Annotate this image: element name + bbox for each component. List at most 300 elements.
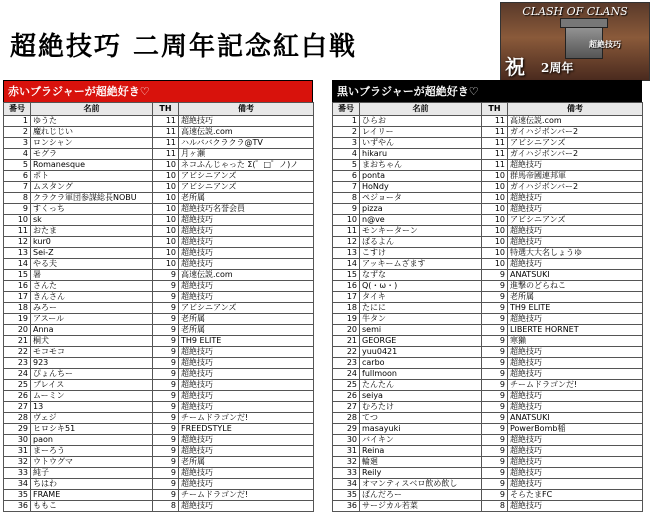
cell-no: 21 xyxy=(4,336,31,347)
cell-no: 33 xyxy=(333,468,360,479)
cell-no: 29 xyxy=(333,424,360,435)
cell-no: 35 xyxy=(333,490,360,501)
table-row xyxy=(4,138,314,149)
cell-th: 9 xyxy=(153,347,179,358)
table-row xyxy=(4,501,314,512)
cell-no: 27 xyxy=(4,402,31,413)
cell-note: 超絶技巧 xyxy=(508,402,643,413)
cell-th: 10 xyxy=(153,171,179,182)
cell-no: 26 xyxy=(4,391,31,402)
cell-name: みろー xyxy=(31,303,153,314)
table-row xyxy=(333,248,643,259)
table-row xyxy=(333,116,643,127)
cell-note: 超絶技巧 xyxy=(508,347,643,358)
cell-no: 28 xyxy=(4,413,31,424)
cell-no: 12 xyxy=(4,237,31,248)
cell-note: 超絶技巧 xyxy=(179,226,314,237)
cell-note: 超絶技巧 xyxy=(179,292,314,303)
cell-th: 9 xyxy=(153,292,179,303)
cell-note: アビシニアンズ xyxy=(508,215,643,226)
cell-no: 7 xyxy=(4,182,31,193)
cell-th: 10 xyxy=(153,248,179,259)
table-row xyxy=(333,314,643,325)
table-row xyxy=(4,468,314,479)
cell-note: 老所属 xyxy=(179,457,314,468)
cell-note: ガイハジボンバー2 xyxy=(508,127,643,138)
cell-no: 9 xyxy=(333,204,360,215)
cell-no: 36 xyxy=(4,501,31,512)
cell-name: ひらお xyxy=(360,116,482,127)
cell-name: こすけ xyxy=(360,248,482,259)
cell-note: 超絶技巧 xyxy=(179,358,314,369)
cell-note: 月ヶ瀬 xyxy=(179,149,314,160)
cell-th: 11 xyxy=(153,138,179,149)
logo-anniversary: 2周年 xyxy=(541,61,574,75)
table-row xyxy=(4,347,314,358)
cell-th: 10 xyxy=(482,182,508,193)
table-row xyxy=(333,369,643,380)
cell-no: 8 xyxy=(4,193,31,204)
cell-th: 9 xyxy=(153,380,179,391)
cell-name: まおちゃん xyxy=(360,160,482,171)
cell-note: ANATSUKI xyxy=(508,413,643,424)
cell-no: 34 xyxy=(4,479,31,490)
table-row xyxy=(4,413,314,424)
table-row xyxy=(4,435,314,446)
cell-no: 32 xyxy=(4,457,31,468)
cell-th: 9 xyxy=(153,325,179,336)
cell-no: 3 xyxy=(4,138,31,149)
cell-note: PowerBomb稲 xyxy=(508,424,643,435)
cell-name: ももこ xyxy=(31,501,153,512)
cell-name: yuu0421 xyxy=(360,347,482,358)
table-row xyxy=(333,413,643,424)
red-team-table xyxy=(3,102,314,512)
table-row xyxy=(4,369,314,380)
cell-name: ゆうた xyxy=(31,116,153,127)
header-no: 番号 xyxy=(4,103,31,116)
cell-note: 超絶技巧 xyxy=(179,215,314,226)
table-row xyxy=(333,215,643,226)
cell-no: 1 xyxy=(333,116,360,127)
cell-name: ペジョータ xyxy=(360,193,482,204)
cell-note: 超絶技巧 xyxy=(179,259,314,270)
cell-no: 19 xyxy=(4,314,31,325)
cell-th: 9 xyxy=(153,479,179,490)
cell-name: やる夫 xyxy=(31,259,153,270)
red-team-rows xyxy=(4,116,314,512)
cell-th: 11 xyxy=(153,127,179,138)
table-row xyxy=(333,138,643,149)
cell-name: たにに xyxy=(360,303,482,314)
cell-name: 桐犬 xyxy=(31,336,153,347)
cell-no: 35 xyxy=(4,490,31,501)
cell-th: 9 xyxy=(482,402,508,413)
cell-th: 9 xyxy=(482,358,508,369)
cell-note: 超絶技巧 xyxy=(179,391,314,402)
cell-note: 超絶技巧 xyxy=(179,402,314,413)
cell-name: 純子 xyxy=(31,468,153,479)
cell-note: 特選大大名しょうゆ xyxy=(508,248,643,259)
cell-note: 超絶技巧 xyxy=(508,259,643,270)
cell-note: LIBERTE HORNET xyxy=(508,325,643,336)
cell-name: たんたん xyxy=(360,380,482,391)
cell-note: 超絶技巧 xyxy=(508,314,643,325)
cell-th: 9 xyxy=(153,424,179,435)
table-row xyxy=(4,259,314,270)
table-row xyxy=(4,424,314,435)
cell-th: 10 xyxy=(153,204,179,215)
cell-no: 16 xyxy=(4,281,31,292)
cell-note: ガイハジボンバー2 xyxy=(508,182,643,193)
cell-no: 10 xyxy=(333,215,360,226)
table-row xyxy=(4,303,314,314)
cell-note: 超絶技巧 xyxy=(508,457,643,468)
cell-no: 25 xyxy=(333,380,360,391)
cell-th: 10 xyxy=(482,259,508,270)
cell-th: 9 xyxy=(482,457,508,468)
cell-th: 10 xyxy=(482,248,508,259)
cell-th: 10 xyxy=(482,237,508,248)
cell-note: 進撃のどらねこ xyxy=(508,281,643,292)
logo-iwai: 祝 xyxy=(505,55,525,79)
table-row xyxy=(4,127,314,138)
cell-name: ぱるよん xyxy=(360,237,482,248)
red-team-panel xyxy=(3,80,313,512)
cell-no: 22 xyxy=(4,347,31,358)
table-row xyxy=(4,336,314,347)
cell-th: 9 xyxy=(482,490,508,501)
cell-no: 27 xyxy=(333,402,360,413)
cell-name: すくっち xyxy=(31,204,153,215)
cell-no: 30 xyxy=(4,435,31,446)
cell-no: 23 xyxy=(4,358,31,369)
cell-th: 9 xyxy=(153,369,179,380)
table-row xyxy=(4,457,314,468)
table-row xyxy=(4,281,314,292)
table-header-row xyxy=(4,103,314,116)
header-name: 名前 xyxy=(31,103,153,116)
cell-th: 10 xyxy=(482,204,508,215)
table-row xyxy=(333,490,643,501)
cell-th: 10 xyxy=(482,226,508,237)
cell-name: クラクラ軍団参謀総長NOBU xyxy=(31,193,153,204)
cell-th: 8 xyxy=(482,501,508,512)
cell-th: 9 xyxy=(482,369,508,380)
cell-name: いずやん xyxy=(360,138,482,149)
cell-note: アビシニアンズ xyxy=(179,303,314,314)
cell-th: 9 xyxy=(153,446,179,457)
table-row xyxy=(333,226,643,237)
cell-note: TH9 ELITE xyxy=(179,336,314,347)
cell-name: サージカル若菜 xyxy=(360,501,482,512)
cell-note: 超絶技巧 xyxy=(179,347,314,358)
table-row xyxy=(4,314,314,325)
cell-name: Q(・ω・) xyxy=(360,281,482,292)
table-row xyxy=(4,270,314,281)
cell-name: モンキーターン xyxy=(360,226,482,237)
table-row xyxy=(4,116,314,127)
cell-no: 11 xyxy=(4,226,31,237)
cell-no: 6 xyxy=(333,171,360,182)
table-row xyxy=(4,215,314,226)
cell-name: seiya xyxy=(360,391,482,402)
cell-name: レイリー xyxy=(360,127,482,138)
cell-no: 8 xyxy=(333,193,360,204)
cell-name: ブレイス xyxy=(31,380,153,391)
cell-name: アッキームざます xyxy=(360,259,482,270)
cell-th: 9 xyxy=(482,325,508,336)
cell-th: 9 xyxy=(482,281,508,292)
table-row xyxy=(333,435,643,446)
cell-note: 超絶技巧 xyxy=(179,479,314,490)
cell-note: 超絶技巧 xyxy=(179,116,314,127)
cell-note: ネコふんじゃった Σ(゜□゜ノ)ノ xyxy=(179,160,314,171)
cell-name: Reily xyxy=(360,468,482,479)
table-row xyxy=(4,479,314,490)
clan-logo xyxy=(500,2,650,81)
cell-note: 超絶技巧 xyxy=(508,391,643,402)
black-team-rows xyxy=(333,116,643,512)
table-row xyxy=(333,479,643,490)
cell-no: 22 xyxy=(333,347,360,358)
cell-name: masayuki xyxy=(360,424,482,435)
cell-name: モコモコ xyxy=(31,347,153,358)
cell-no: 30 xyxy=(333,435,360,446)
table-row xyxy=(333,424,643,435)
cell-note: 超絶技巧 xyxy=(179,281,314,292)
cell-no: 28 xyxy=(333,413,360,424)
cell-th: 9 xyxy=(482,314,508,325)
cell-no: 5 xyxy=(333,160,360,171)
cell-name: kur0 xyxy=(31,237,153,248)
logo-brand: CLASH OF CLANS xyxy=(522,5,628,18)
cell-name: アスール xyxy=(31,314,153,325)
cell-no: 13 xyxy=(333,248,360,259)
cell-th: 10 xyxy=(482,215,508,226)
cell-note: 高速伝説.com xyxy=(179,270,314,281)
table-row xyxy=(333,391,643,402)
table-row xyxy=(333,237,643,248)
cell-no: 5 xyxy=(4,160,31,171)
cell-note: 超絶技巧 xyxy=(508,468,643,479)
cell-note: 超絶技巧 xyxy=(179,501,314,512)
table-row xyxy=(4,237,314,248)
cell-th: 9 xyxy=(482,303,508,314)
cell-name: タイキ xyxy=(360,292,482,303)
cell-no: 32 xyxy=(333,457,360,468)
cell-name: ロンシャン xyxy=(31,138,153,149)
table-row xyxy=(4,380,314,391)
cell-note: 超絶技巧 xyxy=(508,501,643,512)
cell-name: きんさん xyxy=(31,292,153,303)
cell-th: 9 xyxy=(153,457,179,468)
table-row xyxy=(333,182,643,193)
table-row xyxy=(333,193,643,204)
cell-note: 超絶技巧 xyxy=(508,435,643,446)
table-row xyxy=(333,204,643,215)
cell-note: 超絶技巧 xyxy=(179,380,314,391)
cell-name: n@ve xyxy=(360,215,482,226)
cell-name: むろたけ xyxy=(360,402,482,413)
cell-name: ぴょんちー xyxy=(31,369,153,380)
cell-th: 9 xyxy=(153,435,179,446)
table-row xyxy=(333,457,643,468)
table-row xyxy=(4,171,314,182)
cell-note: 老所属 xyxy=(508,292,643,303)
cell-name: なずな xyxy=(360,270,482,281)
cell-th: 9 xyxy=(153,336,179,347)
cell-note: TH9 ELITE xyxy=(508,303,643,314)
header-no: 番号 xyxy=(333,103,360,116)
cell-no: 18 xyxy=(333,303,360,314)
cell-name: 魔れじじい xyxy=(31,127,153,138)
cell-note: 超絶技巧 xyxy=(508,369,643,380)
cell-no: 17 xyxy=(333,292,360,303)
black-team-banner: 黒いブラジャーが超絶好き♡ xyxy=(332,80,642,102)
cell-no: 23 xyxy=(333,358,360,369)
cell-note: チームドラゴンだ! xyxy=(179,413,314,424)
cell-name: ウトウグマ xyxy=(31,457,153,468)
cell-no: 14 xyxy=(4,259,31,270)
cell-name: hikaru xyxy=(360,149,482,160)
cell-th: 11 xyxy=(482,138,508,149)
cell-no: 31 xyxy=(4,446,31,457)
cell-th: 9 xyxy=(482,446,508,457)
cell-name: 牛タン xyxy=(360,314,482,325)
cell-name: pizza xyxy=(360,204,482,215)
cell-note: 超絶技巧 xyxy=(179,369,314,380)
cell-name: バイキン xyxy=(360,435,482,446)
logo-badge: 超絶技巧 xyxy=(589,40,621,49)
table-row xyxy=(4,204,314,215)
cell-name: Romanesque xyxy=(31,160,153,171)
cell-name: さんた xyxy=(31,281,153,292)
table-row xyxy=(333,501,643,512)
cell-note: 超絶技巧 xyxy=(508,358,643,369)
cell-th: 9 xyxy=(153,402,179,413)
cell-th: 9 xyxy=(482,413,508,424)
cell-th: 9 xyxy=(153,270,179,281)
cell-note: 寒獺 xyxy=(508,336,643,347)
cell-th: 10 xyxy=(153,237,179,248)
cell-note: 老所属 xyxy=(179,314,314,325)
cell-no: 19 xyxy=(333,314,360,325)
cell-th: 10 xyxy=(153,193,179,204)
cell-th: 11 xyxy=(153,116,179,127)
cell-no: 20 xyxy=(4,325,31,336)
cell-th: 9 xyxy=(482,468,508,479)
table-row xyxy=(333,259,643,270)
cell-name: ムーミン xyxy=(31,391,153,402)
table-row xyxy=(4,391,314,402)
cell-note: 超絶技巧 xyxy=(179,237,314,248)
cell-note: 超絶技巧 xyxy=(508,204,643,215)
cell-no: 14 xyxy=(333,259,360,270)
cell-no: 33 xyxy=(4,468,31,479)
cell-name: 923 xyxy=(31,358,153,369)
cell-note: 超絶技巧 xyxy=(179,468,314,479)
cell-name: 13 xyxy=(31,402,153,413)
cell-no: 20 xyxy=(333,325,360,336)
cell-note: 老所属 xyxy=(179,325,314,336)
cell-note: 超絶技巧 xyxy=(179,248,314,259)
cell-note: ハルババクラクラ@TV xyxy=(179,138,314,149)
cell-no: 1 xyxy=(4,116,31,127)
table-row xyxy=(4,490,314,501)
cell-th: 10 xyxy=(153,160,179,171)
cell-note: アビシニアンズ xyxy=(179,182,314,193)
header-note: 備考 xyxy=(508,103,643,116)
table-row xyxy=(333,325,643,336)
header-name: 名前 xyxy=(360,103,482,116)
cell-note: 超絶技巧 xyxy=(508,226,643,237)
cell-th: 9 xyxy=(482,424,508,435)
table-row xyxy=(4,149,314,160)
red-team-banner: 赤いブラジャーが超絶好き♡ xyxy=(3,80,313,102)
cell-no: 11 xyxy=(333,226,360,237)
cell-note: 高速伝説.com xyxy=(508,116,643,127)
cell-note: ガイハジボンバー2 xyxy=(508,149,643,160)
cell-no: 10 xyxy=(4,215,31,226)
cell-no: 15 xyxy=(333,270,360,281)
cell-th: 9 xyxy=(153,468,179,479)
cell-th: 11 xyxy=(482,149,508,160)
cell-no: 24 xyxy=(333,369,360,380)
cell-th: 9 xyxy=(482,435,508,446)
cell-no: 31 xyxy=(333,446,360,457)
cell-no: 36 xyxy=(333,501,360,512)
cell-note: 老所属 xyxy=(179,193,314,204)
table-row xyxy=(4,193,314,204)
table-row xyxy=(333,149,643,160)
cell-note: 超絶技巧 xyxy=(508,479,643,490)
table-row xyxy=(4,292,314,303)
cell-th: 11 xyxy=(482,160,508,171)
cell-no: 9 xyxy=(4,204,31,215)
table-header-row xyxy=(333,103,643,116)
table-row xyxy=(333,292,643,303)
cell-name: ponta xyxy=(360,171,482,182)
table-row xyxy=(4,182,314,193)
cell-name: semi xyxy=(360,325,482,336)
cell-no: 6 xyxy=(4,171,31,182)
cell-th: 10 xyxy=(153,215,179,226)
cell-th: 10 xyxy=(482,171,508,182)
table-row xyxy=(4,325,314,336)
cell-th: 9 xyxy=(153,490,179,501)
table-row xyxy=(333,380,643,391)
cell-name: 輪廻 xyxy=(360,457,482,468)
table-row xyxy=(333,347,643,358)
cell-note: 超絶技巧 xyxy=(179,435,314,446)
cell-name: GEORGE xyxy=(360,336,482,347)
cell-th: 9 xyxy=(153,413,179,424)
cell-th: 9 xyxy=(482,336,508,347)
cell-th: 9 xyxy=(153,314,179,325)
cell-no: 29 xyxy=(4,424,31,435)
cell-th: 9 xyxy=(482,270,508,281)
cell-th: 9 xyxy=(153,358,179,369)
cell-no: 2 xyxy=(333,127,360,138)
cell-name: ちはわ xyxy=(31,479,153,490)
cell-th: 9 xyxy=(482,292,508,303)
cell-name: ムスタング xyxy=(31,182,153,193)
cell-th: 11 xyxy=(482,127,508,138)
cell-name: HoNdy xyxy=(360,182,482,193)
cell-th: 10 xyxy=(482,193,508,204)
cell-name: carbo xyxy=(360,358,482,369)
